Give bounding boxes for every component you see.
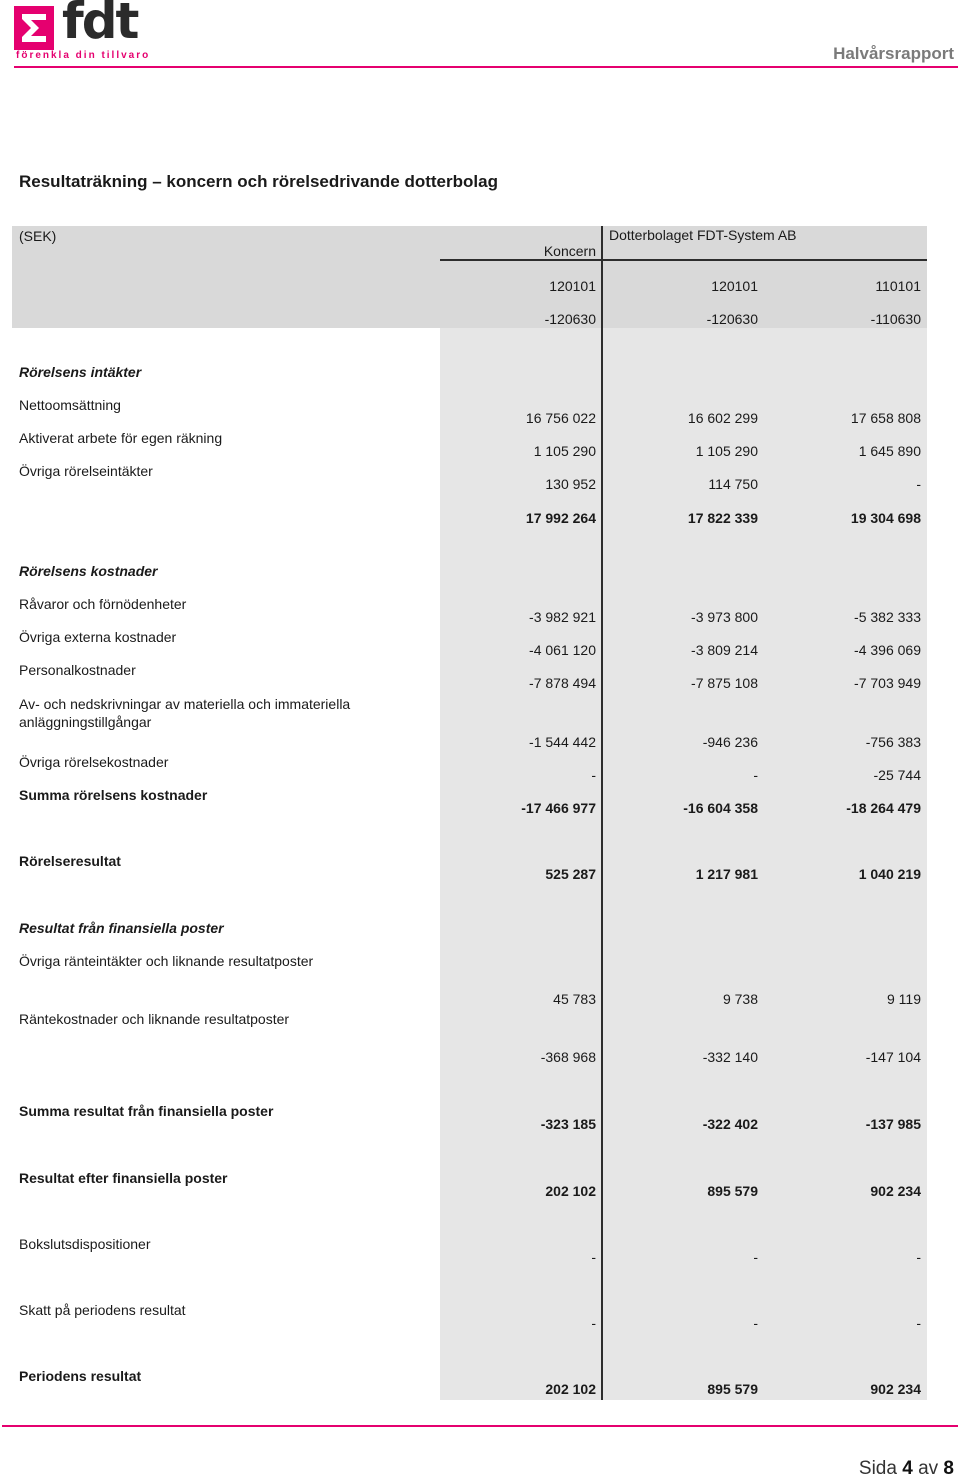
row-label: Övriga externa kostnader xyxy=(19,629,177,645)
document-type: Halvårsrapport xyxy=(833,44,954,63)
cell-value: -756 383 xyxy=(865,734,921,750)
page-indicator xyxy=(859,1458,954,1480)
page-sep: av xyxy=(918,1458,939,1479)
cell-value: -7 878 494 xyxy=(529,675,596,691)
cell-value: 9 119 xyxy=(887,991,921,1007)
cell-value: - xyxy=(916,476,921,492)
row-label: Periodens resultat xyxy=(19,1368,142,1384)
period-end: -110630 xyxy=(870,311,921,327)
cell-value: 1 645 890 xyxy=(858,443,921,459)
cell-value: -332 140 xyxy=(702,1049,758,1065)
cell-value: - xyxy=(916,1249,921,1265)
cell-value: 16 756 022 xyxy=(525,410,596,426)
row-label: Nettoomsättning xyxy=(19,397,121,413)
subtotal-value: 902 234 xyxy=(870,1183,921,1199)
subtotal-value: 202 102 xyxy=(545,1183,596,1199)
report-title: Resultaträkning – koncern och rörelsedrivande dotterbolag xyxy=(19,172,498,191)
footer-divider xyxy=(2,1425,958,1427)
cell-value: 1 105 290 xyxy=(695,443,758,459)
section-heading: Resultat från finansiella poster xyxy=(19,920,224,936)
subtotal-value: -323 185 xyxy=(540,1116,596,1132)
cell-value: 1 105 290 xyxy=(533,443,596,459)
subtotal-value: -137 985 xyxy=(865,1116,921,1132)
subtotal-value: 902 234 xyxy=(870,1381,921,1397)
cell-value: -368 968 xyxy=(540,1049,596,1065)
section-heading: Rörelsens intäkter xyxy=(19,364,142,380)
cell-value: 9 738 xyxy=(722,991,758,1007)
cell-value: 45 783 xyxy=(553,991,596,1007)
subtotal-value: 17 822 339 xyxy=(687,510,758,526)
cell-value: -25 744 xyxy=(873,767,921,783)
subtotal-value: -16 604 358 xyxy=(683,800,758,816)
cell-value: 114 750 xyxy=(708,476,758,492)
subtotal-value: -322 402 xyxy=(702,1116,758,1132)
row-label: Aktiverat arbete för egen räkning xyxy=(19,430,223,446)
cell-value: 17 658 808 xyxy=(850,410,921,426)
row-label: Skatt på periodens resultat xyxy=(19,1302,186,1318)
subtotal-value: 1 040 219 xyxy=(858,866,921,882)
subtotal-value: 202 102 xyxy=(545,1381,596,1397)
period-start: 120101 xyxy=(711,278,758,294)
cell-value: 16 602 299 xyxy=(687,410,758,426)
currency-label: (SEK) xyxy=(19,228,57,244)
subtotal-value: 19 304 698 xyxy=(850,510,921,526)
cell-value: - xyxy=(916,1315,921,1331)
row-label: Rörelseresultat xyxy=(19,853,121,869)
subtotal-value: -17 466 977 xyxy=(521,800,596,816)
row-label: Räntekostnader och liknande resultatposter xyxy=(19,1011,290,1027)
cell-value: - xyxy=(591,1249,596,1265)
row-label: Summa rörelsens kostnader xyxy=(19,787,208,803)
header-divider xyxy=(14,66,958,68)
row-label: Övriga rörelsekostnader xyxy=(19,754,169,770)
cell-value: - xyxy=(591,1315,596,1331)
cell-value: -3 982 921 xyxy=(529,609,596,625)
cell-value: -147 104 xyxy=(865,1049,921,1065)
period-start: 110101 xyxy=(875,278,921,294)
cell-value: -1 544 442 xyxy=(529,734,596,750)
subtotal-value: 525 287 xyxy=(545,866,596,882)
subtotal-value: 17 992 264 xyxy=(525,510,596,526)
period-end: -120630 xyxy=(544,311,596,327)
cell-value: - xyxy=(753,767,758,783)
cell-value: - xyxy=(753,1249,758,1265)
page-total: 8 xyxy=(943,1458,954,1479)
page-current: 4 xyxy=(902,1458,913,1479)
cell-value: -4 396 069 xyxy=(854,642,921,658)
sigma-logo-icon xyxy=(14,6,54,50)
row-label: Övriga rörelseintäkter xyxy=(19,463,153,479)
row-label: Summa resultat från finansiella poster xyxy=(19,1103,274,1119)
cell-value: -7 703 949 xyxy=(854,675,921,691)
cell-value: -5 382 333 xyxy=(854,609,921,625)
column-header-koncern: Koncern xyxy=(543,243,596,259)
cell-value: -946 236 xyxy=(702,734,758,750)
page-word: Sida xyxy=(858,1458,897,1479)
cell-value: -3 809 214 xyxy=(691,642,758,658)
logo-wordmark: fdt xyxy=(62,0,138,50)
column-divider xyxy=(601,226,603,1400)
row-label: Resultat efter finansiella poster xyxy=(19,1170,228,1186)
subtotal-value: 895 579 xyxy=(707,1381,758,1397)
header-underline xyxy=(440,259,927,261)
subtotal-value: 895 579 xyxy=(707,1183,758,1199)
cell-value: -7 875 108 xyxy=(691,675,758,691)
section-heading: Rörelsens kostnader xyxy=(19,563,158,579)
cell-value: 130 952 xyxy=(545,476,596,492)
row-label: Råvaror och förnödenheter xyxy=(19,596,187,612)
row-label: Av- och nedskrivningar av materiella och immateriella anläggningstillgångar xyxy=(19,696,351,730)
period-end: -120630 xyxy=(706,311,758,327)
column-header-subsidiary: Dotterbolaget FDT-System AB xyxy=(609,227,797,243)
subtotal-value: 1 217 981 xyxy=(695,866,758,882)
subtotal-value: -18 264 479 xyxy=(846,800,921,816)
row-label: Bokslutsdispositioner xyxy=(19,1236,151,1252)
cell-value: -4 061 120 xyxy=(529,642,596,658)
cell-value: -3 973 800 xyxy=(691,609,758,625)
period-start: 120101 xyxy=(549,278,596,294)
logo-tagline: förenkla din tillvaro xyxy=(16,50,151,61)
cell-value: - xyxy=(753,1315,758,1331)
row-label: Personalkostnader xyxy=(19,662,136,678)
row-label: Övriga ränteintäkter och liknande resultatposter xyxy=(19,953,314,969)
cell-value: - xyxy=(591,767,596,783)
